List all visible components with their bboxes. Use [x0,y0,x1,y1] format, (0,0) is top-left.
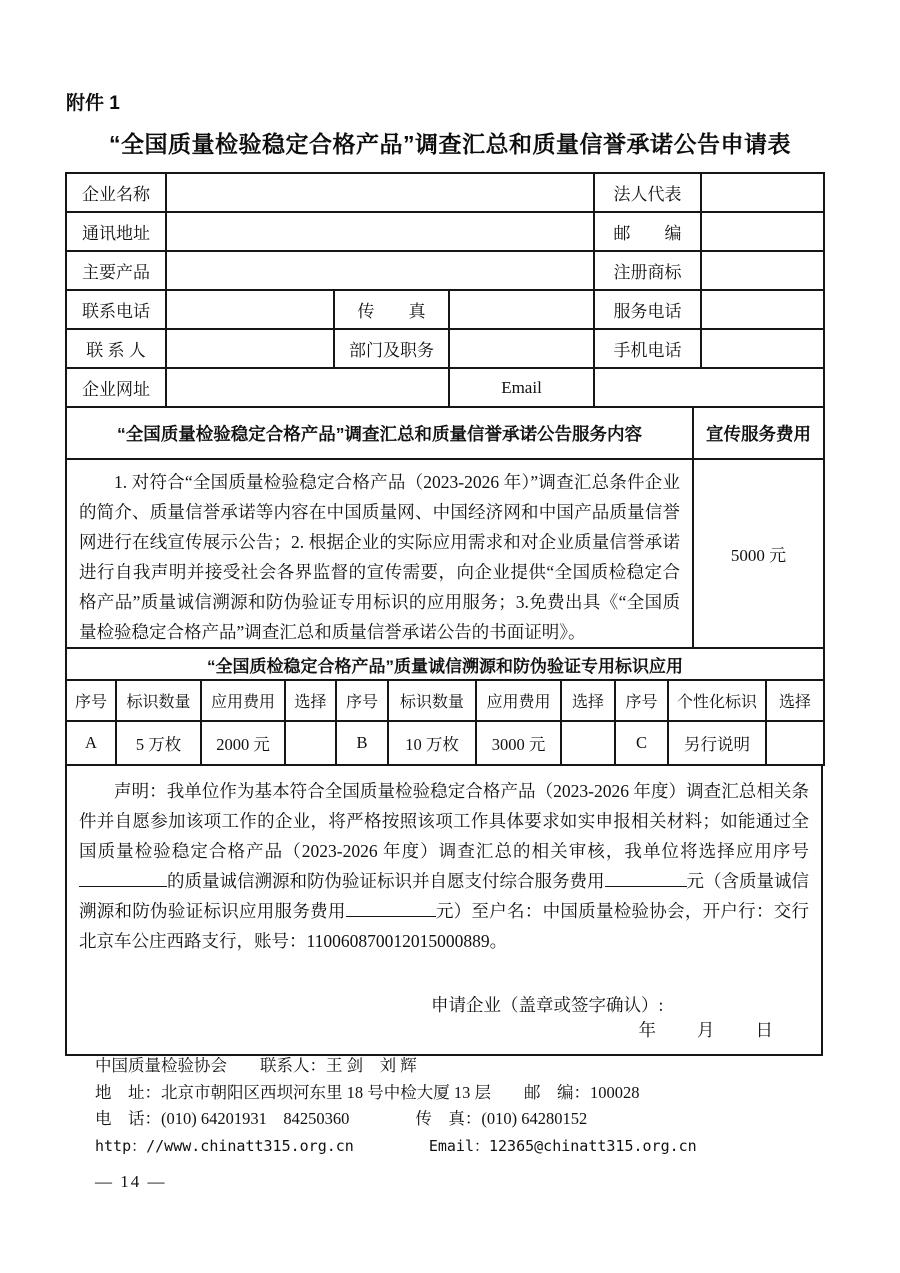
website-label: 企业网址 [66,368,166,407]
col-header-seq-a: 序号 [66,680,116,721]
legal-rep-label: 法人代表 [594,173,701,212]
application-form [65,172,823,1056]
zip-label: 邮 编 [594,212,701,251]
table-row [66,212,824,251]
option-c-custom: 另行说明 [668,721,766,765]
table-row [66,329,824,368]
address-field [166,212,594,251]
col-header-select-c: 选择 [766,680,824,721]
service-content-table [65,406,825,649]
zip-field [701,212,824,251]
declaration-part-3: 元（含质量诚信溯源和防伪验证标识应用服务费用 [79,871,809,921]
footer-association-line: 中国质量检验协会 联系人：王 剑 刘 辉 [95,1056,417,1075]
mobile-label: 手机电话 [594,329,701,368]
dept-title-field [449,329,594,368]
table-row [66,407,824,459]
col-header-select-b: 选择 [561,680,615,721]
blank-line-serial [79,870,167,887]
legal-rep-field [701,173,824,212]
footer-phone-line: 电 话：(010) 64201931 84250360 传 真：(010) 64280152 [95,1109,588,1128]
declaration-text [79,776,809,956]
table-row [66,680,824,721]
col-header-select-a: 选择 [285,680,336,721]
attachment-label: 附件 1 [66,93,120,114]
contact-phone-field [166,290,334,329]
date-label: 年 月 日 [638,1020,775,1040]
table-row [66,173,824,212]
table-row [66,368,824,407]
option-a-select-cell [285,721,336,765]
option-a-seq: A [66,721,116,765]
service-fee-value: 5000 元 [693,459,824,648]
service-content-header: “全国质量检验稳定合格产品”调查汇总和质量信誉承诺公告服务内容 [66,407,693,459]
company-name-field [166,173,594,212]
page-number: — 14 — [95,1172,167,1191]
option-c-seq: C [615,721,668,765]
col-header-qty-a: 标识数量 [116,680,201,721]
table-row [66,251,824,290]
email-field [594,368,824,407]
email-label: Email [449,368,594,407]
table-row [66,648,824,680]
trademark-field [701,251,824,290]
declaration-part-1: 声明：我单位作为基本符合全国质量检验稳定合格产品（2023-2026 年度）调查汇总相关条件并自愿参加该项工作的企业，将严格按照该项工作具体要求如实申报相关材料；如能通过全国质量检验稳定合格产品（2023-2026 年度）调查汇总的相关审核，我单位将选择应用序号 [79,781,809,861]
footer-contact-block [95,1053,697,1159]
option-a-fee: 2000 元 [201,721,285,765]
option-b-select-cell [561,721,615,765]
marks-application-table [65,647,825,766]
col-header-fee-b: 应用费用 [476,680,561,721]
footer-web-email-line: http：//www.chinatt315.org.cn Email：12365@chinatt315.org.cn [95,1136,697,1155]
blank-line-total-fee [605,870,687,887]
company-name-label: 企业名称 [66,173,166,212]
col-header-qty-b: 标识数量 [388,680,476,721]
table-row [66,290,824,329]
fax-field [449,290,594,329]
website-field [166,368,449,407]
dept-title-label: 部门及职务 [334,329,449,368]
col-header-seq-b: 序号 [336,680,388,721]
contact-phone-label: 联系电话 [66,290,166,329]
signature-label: 申请企业（盖章或签字确认）: [431,995,664,1015]
page-title: “全国质量检验稳定合格产品”调查汇总和质量信誉承诺公告申请表 [109,131,791,157]
basic-info-table [65,172,825,408]
fax-label: 传 真 [334,290,449,329]
option-b-fee: 3000 元 [476,721,561,765]
trademark-label: 注册商标 [594,251,701,290]
option-a-qty: 5 万枚 [116,721,201,765]
table-row [66,459,824,648]
col-header-seq-c: 序号 [615,680,668,721]
address-label: 通讯地址 [66,212,166,251]
marks-section-title: “全国质检稳定合格产品”质量诚信溯源和防伪验证专用标识应用 [66,648,824,680]
declaration-part-2: 的质量诚信溯源和防伪验证标识并自愿支付综合服务费用 [167,871,605,891]
service-content-text: 1. 对符合“全国质量检验稳定合格产品（2023-2026 年）”调查汇总条件企业的简介、质量信誉承诺等内容在中国质量网、中国经济网和中国产品质量信誉网进行在线宣传展示公告；2. 根据企业的实际应用需求和对企业质量信誉承诺进行自我声明并接受社会各界监督的宣传需要，向企业提供“全国质检稳定合格产品”质量诚信溯源和防伪验证专用标识的应用服务；3.免费出具《“全国质量检验稳定合格产品”调查汇总和质量信誉承诺公告的书面证明》。 [66,459,693,648]
main-products-field [166,251,594,290]
blank-line-mark-fee [346,900,436,917]
footer-address-line: 地 址：北京市朝阳区西坝河东里 18 号中检大厦 13 层 邮 编：100028 [95,1082,640,1102]
declaration-cell [65,764,823,1056]
option-c-select-cell [766,721,824,765]
declaration-part-4: 元）至户名：中国质量检验协会，开户行：交行北京车公庄西路支行，账号：110060870012015000889。 [79,901,810,951]
col-header-fee-a: 应用费用 [201,680,285,721]
option-b-seq: B [336,721,388,765]
contact-person-label: 联 系 人 [66,329,166,368]
mobile-field [701,329,824,368]
service-fee-header: 宣传服务费用 [693,407,824,459]
option-b-qty: 10 万枚 [388,721,476,765]
table-row [66,721,824,765]
contact-person-field [166,329,334,368]
service-phone-label: 服务电话 [594,290,701,329]
col-header-custom-mark: 个性化标识 [668,680,766,721]
service-phone-field [701,290,824,329]
main-products-label: 主要产品 [66,251,166,290]
